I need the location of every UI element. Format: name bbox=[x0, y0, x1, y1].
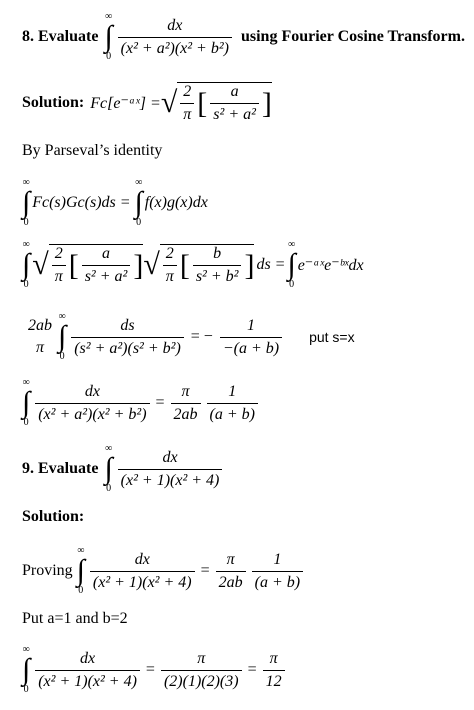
parseval-equation: ∞ ∫ 0 Fc(s)Gc(s)ds = ∞ ∫ 0 f(x)g(x)dx bbox=[22, 177, 208, 228]
transform-lhs: Fc[e⁻ᵃˣ] = bbox=[90, 95, 161, 112]
q9-label: 9. Evaluate bbox=[22, 460, 99, 477]
solution-label: Solution: bbox=[22, 94, 85, 111]
q8-label: 8. Evaluate bbox=[22, 28, 99, 45]
solution-9-label: Solution: bbox=[22, 508, 85, 525]
simplified-equation: 2ab π ∞ ∫ 0 $\frac{ds}{\text{(s² + a²)(s² + b²)}}$ = − $\frac{1}{-(a + b)}$ put s=x bbox=[28, 311, 355, 362]
parseval-text: By Parseval’s identity bbox=[22, 142, 163, 159]
q8-integral: ∞ ∫ 0 bbox=[104, 11, 113, 62]
result-equation: ∞ ∫ 0 $\frac{dx}{\text{(x² + a²)(x² + b²)}}$ = $\frac{\pi}{2ab}$ $\frac{1}{(a + b)}$ bbox=[22, 378, 261, 428]
q8-suffix: using Fourier Cosine Transform. bbox=[240, 28, 465, 45]
question-8 bbox=[22, 12, 465, 62]
solution-8 bbox=[22, 82, 272, 124]
substitution-note: put s=x bbox=[309, 329, 355, 345]
sqrt-term: √ $\frac{2}{\pi}$ [ $\frac{a}{\text{s² + a²}}$ ] bbox=[160, 83, 272, 123]
final-equation: ∞ ∫ 0 $\frac{dx}{\text{(x² + 1)(x² + 4)}}$ = $\frac{\pi}{(2)(1)(2)(3)}$ = $\frac{\pi}{12}$ bbox=[22, 645, 288, 695]
put-text: Put a=1 and b=2 bbox=[22, 610, 128, 627]
proving-equation: Proving ∞ ∫ 0 $\frac{dx}{\text{(x² + 1)(x² + 4)}}$ = $\frac{\pi}{2ab}$ $\frac{1}{(a + b)}$ bbox=[22, 546, 306, 596]
question-9: 9. Evaluate ∞ ∫ 0 $\frac{dx}{\text{(x² + 1)(x² + 4)}}$ bbox=[22, 444, 225, 494]
product-equation: ∞ ∫ 0 √ $\frac{2}{\pi}$ [ $\frac{a}{\text{s² + a²}}$ ] √ $\frac{2}{\pi}$ [ $\frac{b}{\text{s² + b²}}$ ] ds = ∞ ∫ 0 e⁻ᵃˣe⁻ᵇˣdx bbox=[22, 239, 364, 290]
q8-fraction: $\frac{dx}{\text{(x² + a²)(x² + b²)}}$ bbox=[118, 17, 232, 58]
